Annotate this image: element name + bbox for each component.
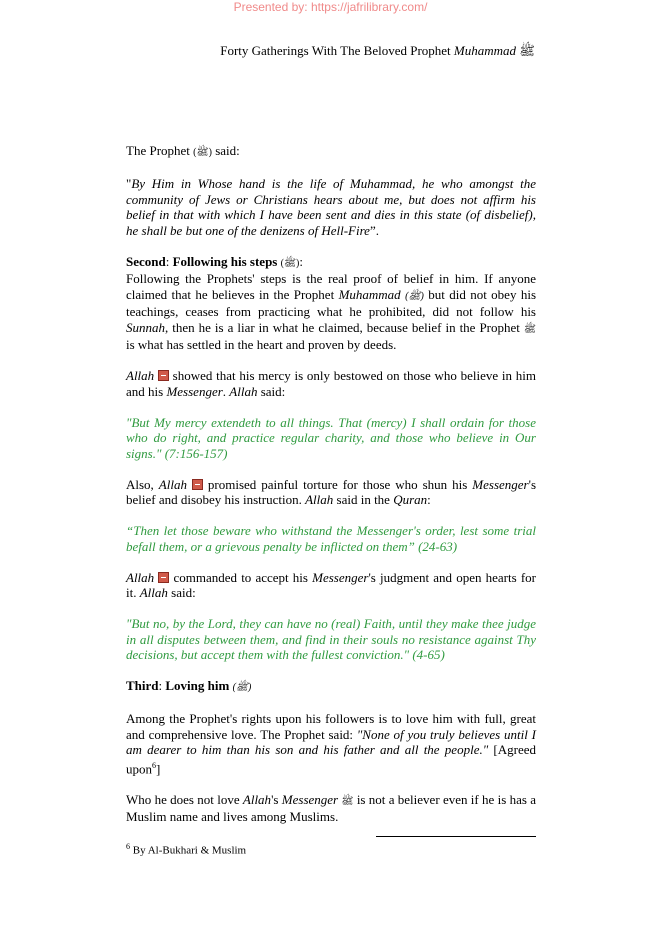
text: but did not obey his teachings, ceases from practicing what he prohibited, did not follow his: [126, 286, 537, 319]
paragraph-not-believer: [126, 792, 536, 825]
saw-symbol: (ﷺ): [232, 682, 252, 693]
allah-glyph-icon: [192, 479, 203, 490]
heading-label: Second: [126, 253, 166, 269]
watermark: Presented by: https://jafrilibrary.com/: [233, 0, 428, 14]
text: 's belief and disobey his instruction.: [126, 476, 537, 507]
term-sunnah: Sunnah: [126, 319, 165, 335]
paragraph-torture: [126, 477, 536, 508]
text: promised painful torture for those who shun his: [202, 476, 473, 492]
allah-glyph-icon: [158, 370, 169, 381]
heading-third: [126, 678, 536, 696]
text: Among the Prophet's rights upon his followers is to love him with full, great and comprehensive love. The Prophet said:: [126, 711, 536, 742]
text: is not a believer even if he is has a Muslim name and lives among Muslims.: [126, 791, 537, 825]
heading-second: [126, 254, 536, 272]
text: showed that his mercy is only bestowed on those who believe in him and his: [126, 368, 536, 399]
saw-symbol: ﷺ: [523, 323, 536, 335]
name-allah: Allah: [242, 791, 272, 807]
hadith-quote: [126, 176, 536, 238]
page-body: [126, 143, 536, 825]
name-allah: Allah: [139, 585, 168, 600]
term-messenger: Messenger: [472, 476, 529, 492]
quote-text: "But no, by the Lord, they can have no (real) Faith, until they make thee judge in all disputes between them, and find in their souls no resistance against Thy decisions, but accept them with the fullest conviction." (4-65): [126, 616, 536, 662]
name-allah: Allah: [126, 368, 155, 383]
term-messenger: Messenger: [166, 383, 223, 399]
footnote-text: By Al-Bukhari & Muslim: [130, 844, 247, 857]
text: said:: [167, 585, 196, 600]
saw-symbol: ﷺ: [341, 795, 354, 807]
text: The Prophet: [126, 143, 194, 158]
text: ": [126, 176, 132, 191]
hadith-text: By Him in Whose hand is the life of Muhammad, he who amongst the community of Jews or Christians hears about me, but does not affirm his belief in that with which I have been sent and dies in this state (of disbelief), he shall be but one of the denizens of Hell-Fire: [126, 176, 536, 238]
heading-title: Following his steps: [172, 253, 281, 269]
term-quran: Quran: [393, 492, 428, 507]
quran-quote-1: [126, 415, 536, 462]
saw-symbol: (ﷺ): [193, 147, 212, 158]
text: ”.: [369, 222, 379, 238]
text: :: [299, 253, 304, 269]
term-messenger: Messenger: [281, 791, 339, 807]
allah-glyph-icon: [158, 572, 169, 583]
text: :: [165, 253, 173, 269]
heading-title: Loving him: [165, 678, 233, 693]
text: said in the: [333, 492, 394, 507]
running-header: [220, 43, 535, 62]
name-muhammad: Muhammad: [338, 286, 406, 302]
text: Following the Prophets' steps is the real proof of belief in him. If anyone claimed that he believes in the Prophet: [126, 271, 536, 302]
name-allah: Allah: [158, 476, 187, 492]
saw-symbol: (ﷺ): [280, 257, 300, 269]
term-messenger: Messenger: [312, 569, 369, 585]
text: , then he is a liar in what he claimed, because belief in the Prophet: [165, 319, 524, 335]
name-allah: Allah: [126, 569, 155, 585]
name-allah: Allah: [305, 492, 334, 507]
hadith-text: "None of you truly believes until I am dearer to him than his son and his father and all the people.": [126, 726, 536, 757]
quote-text: "But My mercy extendeth to all things. That (mercy) I shall ordain for those who do right, and practice regular charity, and those who believe in Our signs." (7:156-157): [126, 414, 536, 461]
heading-label: Third: [126, 678, 159, 693]
text: said:: [257, 383, 286, 399]
quran-quote-3: [126, 616, 536, 663]
footnote: [126, 842, 246, 857]
quran-quote-2: [126, 523, 536, 554]
header-title-italic: Muhammad: [453, 43, 517, 58]
footnote-ref[interactable]: 6: [152, 760, 156, 770]
paragraph-mercy: [126, 368, 536, 399]
text: :: [427, 492, 431, 507]
name-allah: Allah: [229, 383, 258, 399]
quote-text: “Then let those beware who withstand the Messenger's order, lest some trial befall them, or a grievous penalty be inflicted on them” (24-63): [126, 523, 536, 554]
text: Also,: [126, 476, 159, 492]
footnote-divider: [376, 836, 536, 837]
paragraph-prophet-said: [126, 143, 536, 161]
saw-symbol: (ﷺ): [405, 290, 424, 302]
paragraph-following-steps: [126, 271, 536, 353]
text: ]: [156, 760, 161, 776]
text: Who he does not love: [126, 791, 243, 807]
paragraph-loving: [126, 711, 536, 776]
text: [Agreed upon: [126, 742, 536, 776]
text: 's: [271, 791, 282, 807]
text: .: [222, 383, 230, 399]
text: 's judgment and open hearts for it.: [126, 569, 537, 600]
text: is what has settled in the heart and proven by deeds.: [126, 337, 397, 352]
text: said:: [211, 143, 240, 158]
text: commanded to accept his: [169, 569, 313, 585]
header-title: Forty Gatherings With The Beloved Prophet: [220, 43, 454, 58]
saw-symbol: ﷺ: [519, 43, 535, 58]
paragraph-judgment: [126, 570, 536, 601]
footnote-number: 6: [126, 842, 130, 851]
text: :: [158, 678, 166, 693]
